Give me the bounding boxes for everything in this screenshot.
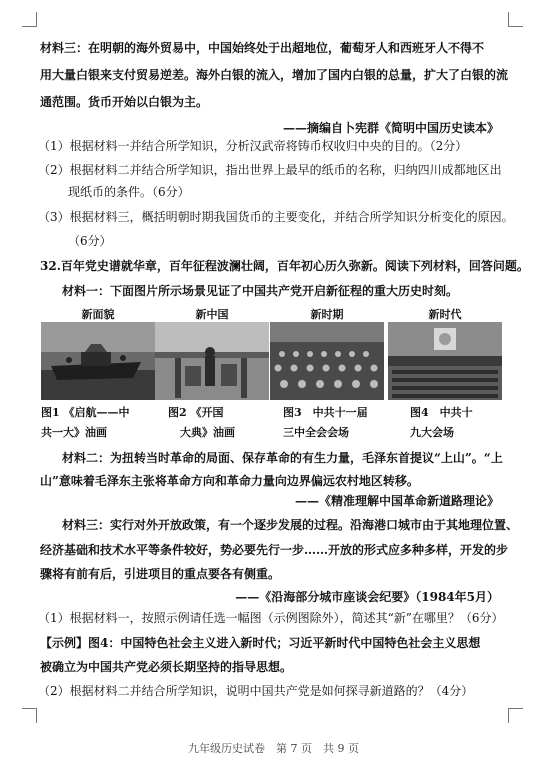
- question-32-1: （1）根据材料一，按照示例请任选一幅图（示例图除外），简述其“新”在哪里？（6分）: [38, 611, 504, 625]
- period-label: 新面貌: [81, 308, 115, 321]
- question-32-2: （2）根据材料二并结合所学知识，说明中国共产党是如何探寻新道路的？（4分）: [38, 684, 474, 698]
- material-2-text: 材料二：为扭转当时革命的局面、保存革命的有生力量，毛泽东首提议“上山”。“上: [62, 451, 503, 465]
- figure-caption: 九大会场: [410, 426, 454, 439]
- material-3b-text: 骤将有前有后，引进项目的重点要各有侧重。: [40, 567, 281, 581]
- question-1: （1）根据材料一并结合所学知识，分析汉武帝将铸币权收归中央的目的。（2分）: [38, 139, 468, 153]
- source-citation: ——《精准理解中国革命新道路理论》: [294, 494, 499, 508]
- crop-mark: [22, 708, 37, 723]
- question-2: （2）根据材料二并结合所学知识，指出世界上最早的纸币的名称，归纳四川成都地区出: [38, 163, 502, 177]
- period-label: 新时期: [310, 308, 344, 321]
- example-answer: 被确立为中国共产党必须长期坚持的指导思想。: [40, 660, 293, 674]
- material-3-text: 用大量白银来支付贸易逆差。海外白银的流入，增加了国内白银的总量，扩大了白银的流: [40, 68, 509, 82]
- example-answer: 【示例】图4：中国特色社会主义进入新时代；习近平新时代中国特色社会主义思想: [40, 636, 481, 650]
- crop-mark: [22, 12, 37, 27]
- question-3-cont: （6分）: [68, 234, 112, 248]
- source-citation: ——《沿海部分城市座谈会纪要》（1984年5月）: [235, 590, 499, 604]
- figure-caption: 共一大》油画: [41, 426, 107, 439]
- figure-caption: 大典》油画: [180, 426, 235, 439]
- material-2-text: 山”意味着毛泽东主张将革命方向和革命力量向边界偏远农村地区转移。: [40, 474, 419, 488]
- photo-qihang-painting: [41, 322, 155, 400]
- material-3b-text: 经济基础和技术水平等条件较好，势必要先行一步……开放的形式应多种多样，开发的步: [40, 543, 509, 557]
- period-label: 新中国: [195, 308, 229, 321]
- photo-third-plenum-hall: [270, 322, 384, 400]
- period-label: 新时代: [428, 308, 462, 321]
- photo-19th-congress-hall: [388, 322, 502, 400]
- figure-caption: 图1 《启航——中: [41, 406, 130, 419]
- page-footer: 九年级历史试卷 第 7 页 共 9 页: [188, 742, 359, 755]
- material-1-text: 材料一：下面图片所示场景见证了中国共产党开启新征程的重大历史时刻。: [62, 284, 459, 298]
- source-citation: ——摘编自卜宪群《简明中国历史读本》: [282, 121, 499, 135]
- question-32-stem: 32.百年党史谱就华章，百年征程波澜壮阔，百年初心历久弥新。阅读下列材料，回答问题。: [40, 259, 529, 273]
- figure-caption: 三中全会会场: [283, 426, 349, 439]
- figure-caption: 图4 中共十: [410, 406, 473, 419]
- material-3-text: 通范围。货币开始以白银为主。: [40, 95, 209, 109]
- material-3-text: 材料三：在明朝的海外贸易中，中国始终处于出超地位，葡萄牙人和西班牙人不得不: [40, 41, 485, 55]
- figure-caption: 图2 《开国: [168, 406, 224, 419]
- photo-kaiguo-dadian-painting: [155, 322, 269, 400]
- question-2-cont: 现纸币的条件。（6分）: [68, 185, 190, 199]
- figure-caption: 图3 中共十一届: [283, 406, 368, 419]
- material-3b-text: 材料三：实行对外开放政策，有一个逐步发展的过程。沿海港口城市由于其地理位置、: [62, 518, 519, 532]
- crop-mark: [508, 708, 523, 723]
- question-3: （3）根据材料三，概括明朝时期我国货币的主要变化，并结合所学知识分析变化的原因。: [38, 210, 514, 224]
- crop-mark: [508, 12, 523, 27]
